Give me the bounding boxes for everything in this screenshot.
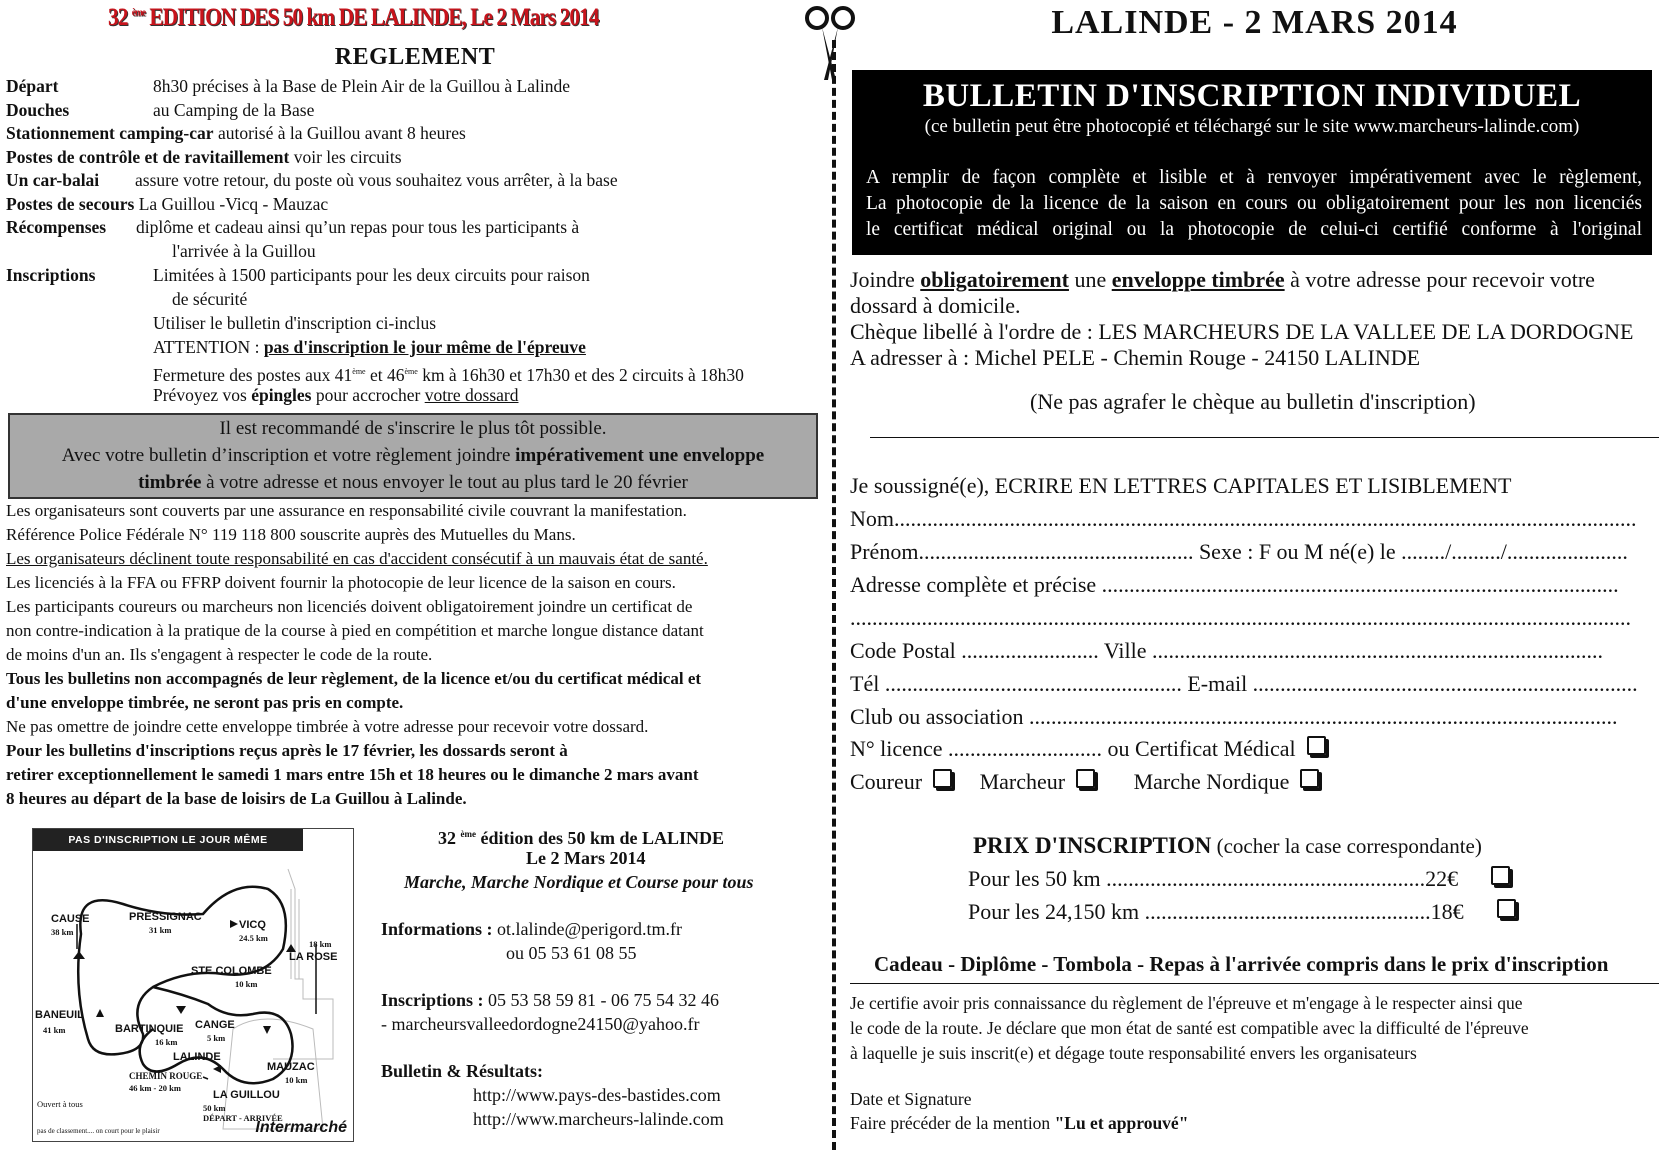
mention-line: Faire précéder de la mention "Lu et approuvé": [850, 1113, 1189, 1133]
join-envelope-2: dossard à domicile.: [850, 293, 1021, 318]
rule-attention: ATTENTION : pas d'inscription le jour même de l'épreuve: [153, 337, 586, 357]
coureur-checkbox[interactable]: [933, 769, 952, 788]
separator-line: [870, 437, 1659, 438]
map-km-bartinquie: 16 km: [155, 1037, 178, 1047]
marcheur-label: Marcheur: [979, 769, 1066, 794]
map-label-ste-colombe: STE COLOMBE: [191, 965, 272, 977]
right-title: LALINDE - 2 MARS 2014: [1051, 4, 1458, 41]
map-label-cange: CANGE: [195, 1019, 235, 1031]
rule-value-depart: 8h30 précises à la Base de Plein Air de la Guillou à Lalinde: [153, 76, 570, 96]
rule-inscriptions-l2: de sécurité: [172, 289, 248, 309]
para-bulletins-1: Tous les bulletins non accompagnés de leur règlement, de la licence et/ou du certificat médical et: [6, 669, 702, 688]
field-adresse[interactable]: Adresse complète et précise ..............................................................................................: [850, 572, 1619, 597]
info-inscriptions: Inscriptions : 05 53 58 59 81 - 06 75 54 32 46: [381, 990, 720, 1010]
map-label-la-rose: LA ROSE: [289, 951, 338, 963]
field-licence[interactable]: N° licence ............................ ou Certificat Médical: [850, 735, 1326, 762]
prix-24km-checkbox[interactable]: [1497, 899, 1516, 918]
map-km-cause: 38 km: [51, 927, 74, 937]
map-km-la-rose: 18 km: [309, 939, 332, 949]
send-address: A adresser à : Michel PELE - Chemin Rouge - 24150 LALINDE: [850, 345, 1421, 370]
rule-recompenses-cont: l'arrivée à la Guillou: [172, 241, 316, 261]
bulletin-instruction-1: A remplir de façon complète et lisible et à renvoyer impérativement avec le règlement,: [866, 167, 1642, 188]
rule-label-car-balai: Un car-balai: [6, 170, 100, 190]
rule-value-car-balai: assure votre retour, du poste où vous souhaitez vous arrêter, à la base: [135, 170, 618, 190]
rule-inscriptions-l3: Utiliser le bulletin d'inscription ci-inclus: [153, 313, 437, 333]
para-non-licencies-2: non contre-indication à la pratique de la course à pied en compétition et marche longue distance datant: [6, 621, 704, 640]
field-club[interactable]: Club ou association ...........................................................................................................: [850, 704, 1618, 729]
nordique-label: Marche Nordique: [1133, 769, 1290, 794]
rule-postes-secours: Postes de secours La Guillou -Vicq - Mauzac: [6, 194, 329, 214]
map-km-pressignac: 31 km: [149, 925, 172, 935]
prix-50km-checkbox[interactable]: [1491, 866, 1510, 885]
left-event-title: 32 $^{ème}$ EDITION DES 50 km DE LALINDE, Le 2 Mars 2014: [108, 4, 599, 31]
nordique-checkbox[interactable]: [1300, 769, 1319, 788]
date-signature: Date et Signature: [850, 1089, 972, 1109]
map-label-cause: CAUSE: [51, 913, 90, 925]
map-label-vicq: VICQ: [239, 919, 266, 931]
field-prenom[interactable]: Prénom.................................................. Sexe : F ou M né(e) le ......../........./......................: [850, 539, 1628, 564]
rule-value-recompenses: diplôme et cadeau ainsi qu’un repas pour tous les participants à: [136, 217, 580, 237]
map-label-chemin-rouge: CHEMIN ROUGE: [129, 1071, 203, 1081]
rule-label-douches: Douches: [6, 100, 70, 120]
info-informations-tel: ou 05 53 61 08 55: [506, 943, 637, 963]
map-km-ste-colombe: 10 km: [235, 979, 258, 989]
map-km-la-guillou: 50 km: [203, 1103, 226, 1113]
info-url-marcheurs[interactable]: http://www.marcheurs-lalinde.com: [473, 1109, 724, 1129]
para-police: Référence Police Fédérale N° 119 118 800 souscrite auprès des Mutuelles du Mans.: [6, 525, 576, 544]
cut-line: [832, 40, 836, 1150]
info-disciplines: Marche, Marche Nordique et Course pour tous: [404, 872, 754, 892]
map-label-baneuil: BANEUIL: [35, 1009, 84, 1021]
bulletin-subtitle: (ce bulletin peut être photocopié et téléchargé sur le site www.marcheurs-lalinde.com): [924, 116, 1580, 137]
bulletin-instruction-3: le certificat médical original ou la photocopie de celui-ci certifié conforme à l'original: [866, 219, 1642, 240]
no-staple-note: (Ne pas agrafer le chèque au bulletin d'inscription): [1030, 389, 1476, 414]
field-adresse-2[interactable]: ..............................................................................................................................................: [850, 605, 1631, 630]
prix-50km: Pour les 50 km ..........................................................22€: [968, 865, 1510, 892]
rule-value-douches: au Camping de la Base: [153, 100, 315, 120]
reco-line-1: Il est recommandé de s'inscrire le plus tôt possible.: [219, 418, 607, 439]
rule-stationnement: Stationnement camping-car autorisé à la Guillou avant 8 heures: [6, 123, 466, 143]
marcheur-checkbox[interactable]: [1076, 769, 1095, 788]
para-bulletins-2: d'une enveloppe timbrée, ne seront pas pris en compte.: [6, 693, 404, 712]
info-url-bastides[interactable]: http://www.pays-des-bastides.com: [473, 1085, 721, 1105]
map-depart: DÉPART - ARRIVÉE: [203, 1113, 283, 1123]
info-edition: 32 $^{ème}$ édition des 50 km de LALINDE: [438, 828, 725, 848]
para-enveloppe: Ne pas omettre de joindre cette enveloppe timbrée à votre adresse pour recevoir votre dossard.: [6, 717, 649, 736]
info-date: Le 2 Mars 2014: [526, 848, 646, 868]
cert-line-1: Je certifie avoir pris connaissance du règlement de l'épreuve et m'engage à le respecter ainsi que: [850, 993, 1523, 1013]
rule-label-depart: Départ: [6, 76, 59, 96]
field-code-postal[interactable]: Code Postal ......................... Ville ..................................................................................: [850, 638, 1603, 663]
rule-label-recompenses: Récompenses: [6, 217, 107, 237]
intermarche-logo: Intermarché: [255, 1119, 347, 1136]
map-label-bartinquie: BARTINQUIE: [115, 1023, 184, 1035]
cert-line-3: à laquelle je suis inscrit(e) et dégage toute responsabilité envers les organisateurs: [850, 1043, 1417, 1063]
rule-prevoyez: Prévoyez vos épingles pour accrocher votre dossard: [153, 385, 519, 405]
reco-line-2: Avec votre bulletin d’inscription et votre règlement joindre impérativement une enveloppe: [61, 445, 765, 466]
info-bulletin-label: Bulletin & Résultats:: [381, 1061, 543, 1081]
info-informations: Informations : ot.lalinde@perigord.tm.fr: [381, 919, 683, 939]
para-responsabilite: Les organisateurs déclinent toute responsabilité en cas d'accident consécutif à un mauvais état de santé.: [6, 549, 708, 568]
soussigne-line: Je soussigné(e), ECRIRE EN LETTRES CAPITALES ET LISIBLEMENT: [850, 473, 1512, 498]
map-classement: pas de classement.... on court pour le plaisir: [37, 1127, 160, 1135]
map-label-la-guillou: LA GUILLOU: [213, 1089, 280, 1101]
recommendation-box: [8, 413, 818, 499]
para-non-licencies-1: Les participants coureurs ou marcheurs non licenciés doivent obligatoirement joindre un certificat de: [6, 597, 693, 616]
separator-line-2: [850, 983, 1659, 984]
prix-24km: Pour les 24,150 km ....................................................18€: [968, 898, 1516, 925]
field-nom[interactable]: Nom.......................................................................................................................................: [850, 506, 1637, 531]
map-label-mauzac: MAUZAC: [267, 1061, 315, 1073]
para-assurance: Les organisateurs sont couverts par une assurance en responsabilité civile couvrant la manifestation.: [6, 501, 687, 520]
join-envelope: Joindre obligatoirement une enveloppe timbrée à votre adresse pour recevoir votre: [850, 267, 1595, 292]
bulletin-header-box: [852, 70, 1652, 255]
para-retrait-3: 8 heures au départ de la base de loisirs de La Guillou à Lalinde.: [6, 789, 467, 808]
map-label-pressignac: PRESSIGNAC: [129, 911, 202, 923]
para-retrait-2: retirer exceptionnellement le samedi 1 mars entre 15h et 18 heures ou le dimanche 2 mars avant: [6, 765, 699, 784]
para-retrait-1: Pour les bulletins d'inscriptions reçus après le 17 février, les dossards seront à: [6, 741, 568, 760]
route-map: [32, 828, 354, 1142]
map-km-chemin-rouge: 46 km - 20 km: [129, 1083, 181, 1093]
info-inscriptions-email: - marcheursvalleedordogne24150@yahoo.fr: [381, 1014, 700, 1034]
para-non-licencies-3: de moins d'un an. Ils s'engagent à respecter le code de la route.: [6, 645, 433, 664]
rule-label-inscriptions: Inscriptions: [6, 265, 96, 285]
cheque-order: Chèque libellé à l'ordre de : LES MARCHEURS DE LA VALLEE DE LA DORDOGNE: [850, 319, 1634, 344]
prix-title: PRIX D'INSCRIPTION (cocher la case correspondante): [973, 833, 1482, 858]
coureur-label: Coureur: [850, 769, 923, 794]
para-licencies: Les licenciés à la FFA ou FFRP doivent fournir la photocopie de leur licence de la saison en cours.: [6, 573, 676, 592]
field-tel-email[interactable]: Tél ...................................................... E-mail ......................................................................: [850, 671, 1638, 696]
category-row: [850, 768, 1319, 795]
map-ouvert: Ouvert à tous: [37, 1099, 83, 1109]
map-km-cange: 5 km: [207, 1033, 226, 1043]
map-header: PAS D'INSCRIPTION LE JOUR MÊME: [33, 829, 303, 851]
cadeau-line: Cadeau - Diplôme - Tombola - Repas à l'arrivée compris dans le prix d'inscription: [874, 952, 1609, 976]
certificat-checkbox[interactable]: [1307, 736, 1326, 755]
map-km-vicq: 24.5 km: [239, 933, 268, 943]
rule-inscriptions-l1: Limitées à 1500 participants pour les deux circuits pour raison: [153, 265, 590, 285]
cert-line-2: le code de la route. Je déclare que mon état de santé est compatible avec la difficulté de l'épreuve: [850, 1018, 1529, 1038]
reco-line-3: timbrée à votre adresse et nous envoyer le tout au plus tard le 20 février: [138, 472, 688, 493]
rule-fermeture: Fermeture des postes aux 41ème et 46ème km à 16h30 et 17h30 et des 2 circuits à 18h30: [153, 364, 744, 385]
map-km-baneuil: 41 km: [43, 1025, 66, 1035]
bulletin-instruction-2: La photocopie de la licence de la saison en cours ou obligatoirement pour les non licenciés: [866, 193, 1642, 214]
map-label-lalinde: LALINDE: [173, 1051, 221, 1063]
bulletin-title: BULLETIN D'INSCRIPTION INDIVIDUEL: [922, 78, 1582, 114]
reglement-title: REGLEMENT: [334, 44, 496, 70]
route-lines: [33, 829, 353, 1141]
map-km-mauzac: 10 km: [285, 1075, 308, 1085]
rule-postes-controle: Postes de contrôle et de ravitaillement voir les circuits: [6, 147, 402, 167]
